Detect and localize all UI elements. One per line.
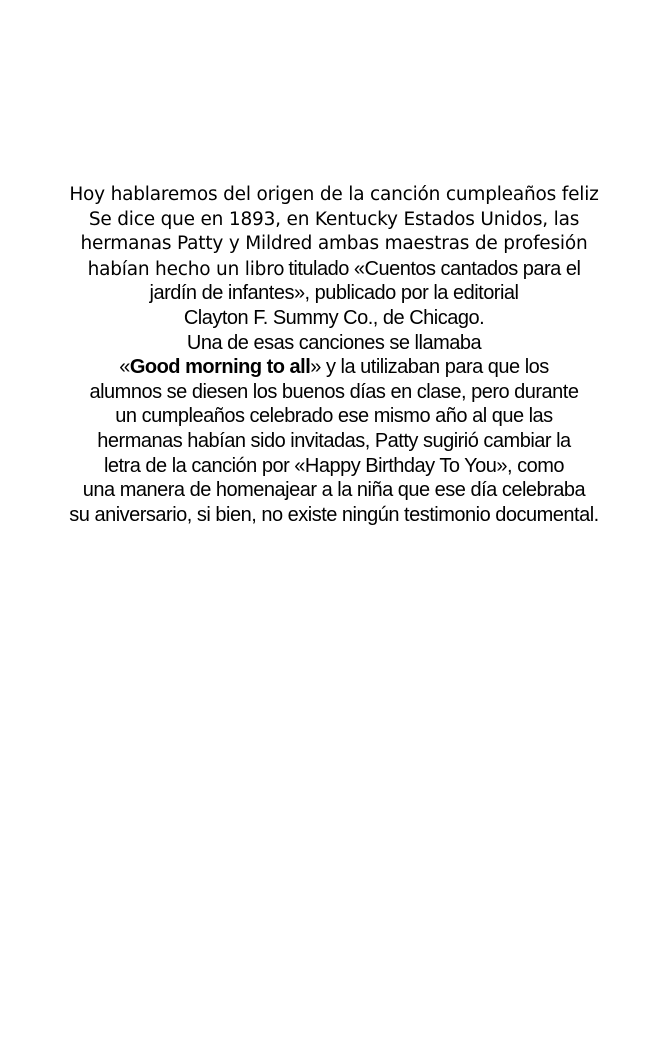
text-line-13: una manera de homenajear a la niña que ese día celebraba: [82, 479, 586, 502]
open-quote: «: [119, 356, 130, 379]
text-line-5: jardín de infantes», publicado por la editorial: [149, 282, 519, 305]
text-line-10: un cumpleaños celebrado ese mismo año al que las: [115, 405, 553, 428]
text-line-9: alumnos se diesen los buenos días en clase, pero durante: [89, 380, 579, 403]
text-line-3: hermanas Patty y Mildred ambas maestras de profesión: [80, 233, 588, 255]
song-title-bold: Good morning to all: [129, 356, 311, 379]
text-line-14: su aniversario, si bien, no existe ningún testimonio documental.: [69, 503, 599, 526]
text-line-12: letra de la canción por «Happy Birthday To You», como: [103, 454, 565, 477]
text-line-2: Se dice que en 1893, en Kentucky Estados Unidos, las: [88, 208, 580, 230]
text-line-6: Clayton F. Summy Co., de Chicago.: [183, 306, 485, 329]
story-text: [0, 183, 668, 527]
text-line-11: hermanas habían sido invitadas, Patty sugirió cambiar la: [97, 429, 571, 452]
text-line-7: Una de esas canciones se llamaba: [186, 331, 482, 354]
text-line-4-handwritten: habían hecho un libro: [87, 258, 285, 280]
text-line-8-rest: » y la utilizaban para que los: [310, 356, 549, 379]
text-line-4-printed: titulado «Cuentos cantados para el: [288, 257, 581, 280]
text-line-8: [0, 355, 668, 380]
text-line-4: [0, 257, 668, 282]
text-line-1: Hoy hablaremos del origen de la canción cumpleaños feliz: [69, 184, 599, 205]
